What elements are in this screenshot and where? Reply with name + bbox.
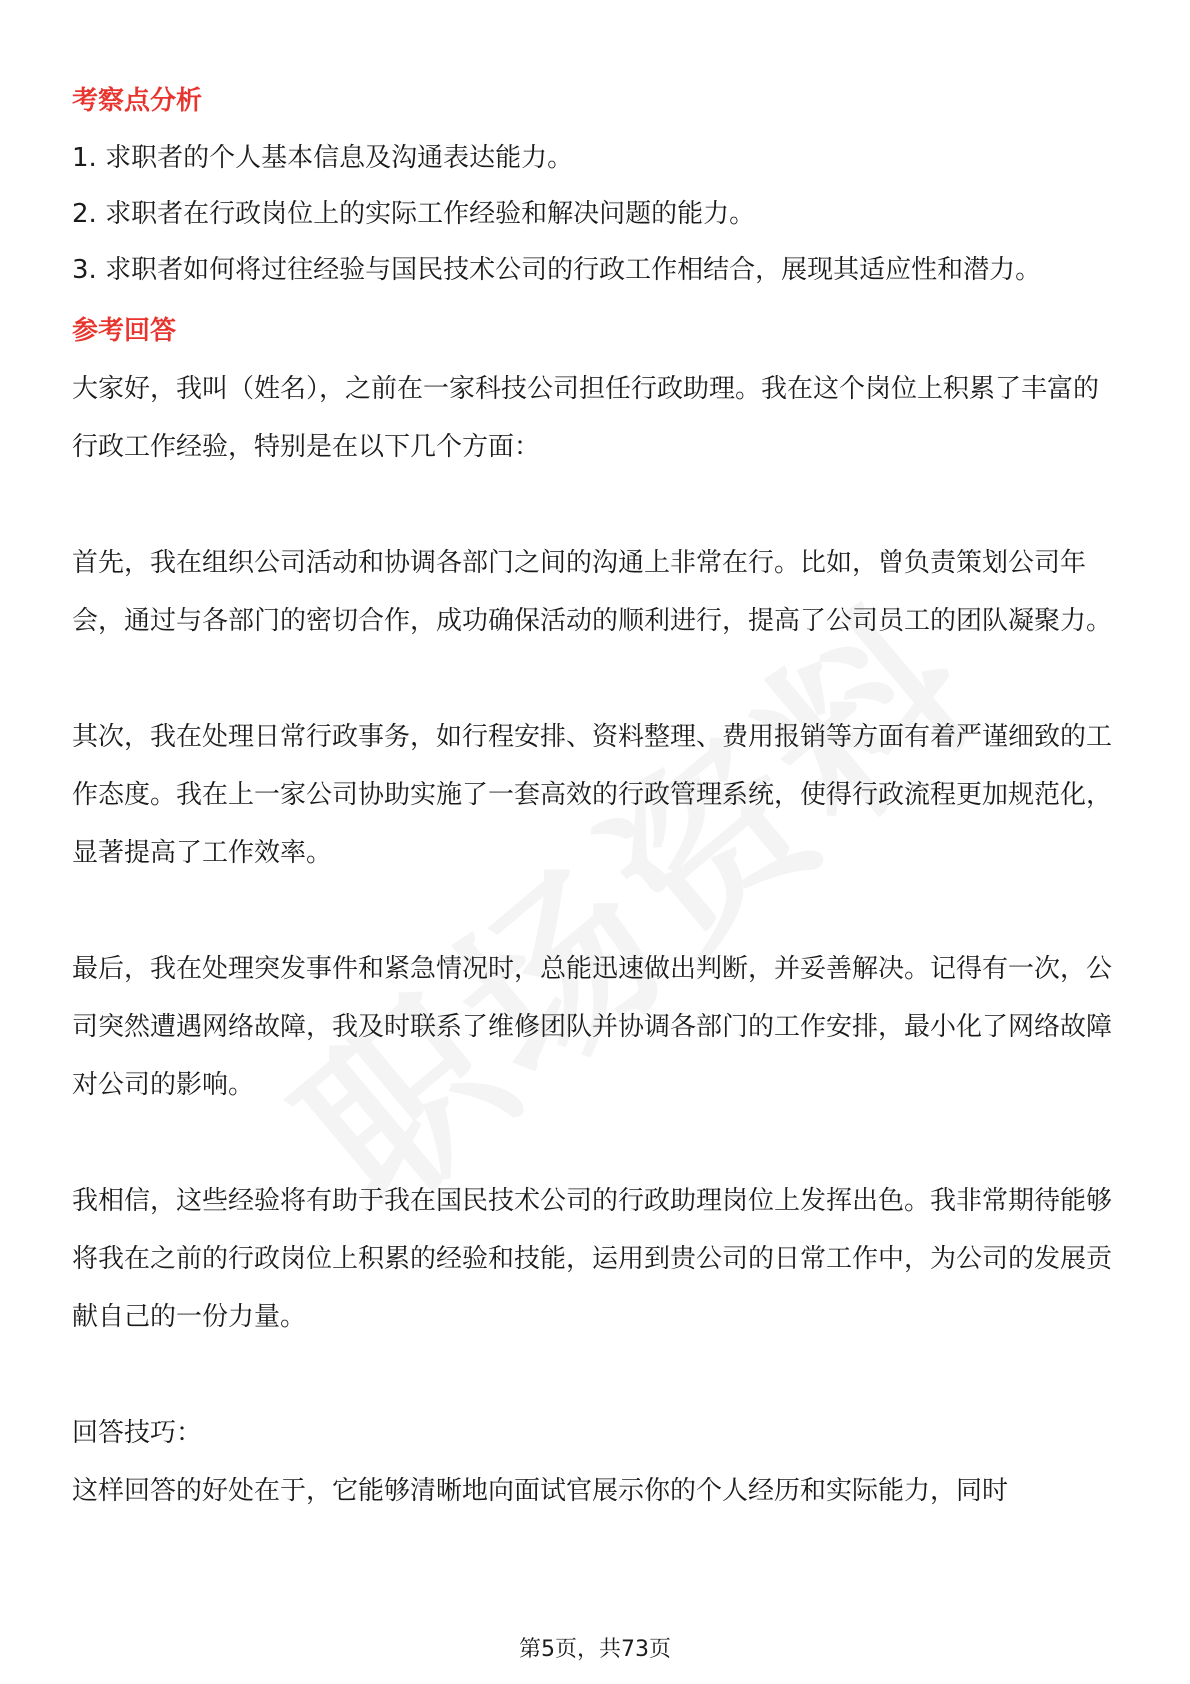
answer-heading: 参考回答 (72, 316, 177, 346)
tips-heading: 回答技巧： (72, 1418, 203, 1448)
answer-paragraph-second: 其次，我在处理日常行政事务，如行程安排、资料整理、费用报销等方面有着严谨细致的工作态度。我在上一家公司协助实施了一套高效的行政管理系统，使得行政流程更加规范化，显著提高了工作效率。 (72, 722, 1113, 868)
analysis-heading: 考察点分析 (72, 86, 203, 116)
answer-paragraph-intro: 大家好，我叫（姓名），之前在一家科技公司担任行政助理。我在这个岗位上积累了丰富的行政工作经验，特别是在以下几个方面： (72, 374, 1100, 462)
paragraph-gap (72, 476, 1122, 534)
page-content (72, 72, 1122, 1520)
answer-paragraph-last: 最后，我在处理突发事件和紧急情况时，总能迅速做出判断，并妥善解决。记得有一次，公司突然遭遇网络故障，我及时联系了维修团队并协调各部门的工作安排，最小化了网络故障对公司的影响。 (72, 954, 1113, 1100)
analysis-item-2: 2. 求职者在行政岗位上的实际工作经验和解决问题的能力。 (72, 199, 756, 229)
page-number: 第5页，共73页 (519, 1637, 671, 1662)
paragraph-gap (72, 882, 1122, 940)
paragraph-gap (72, 1346, 1122, 1404)
tips-paragraph: 这样回答的好处在于，它能够清晰地向面试官展示你的个人经历和实际能力，同时 (72, 1476, 1009, 1506)
answer-paragraph-closing: 我相信，这些经验将有助于我在国民技术公司的行政助理岗位上发挥出色。我非常期待能够将我在之前的行政岗位上积累的经验和技能，运用到贵公司的日常工作中，为公司的发展贡献自己的一份力量。 (72, 1186, 1113, 1332)
analysis-item-3: 3. 求职者如何将过往经验与国民技术公司的行政工作相结合，展现其适应性和潜力。 (72, 255, 1042, 285)
paragraph-gap (72, 650, 1122, 708)
answer-paragraph-first: 首先，我在组织公司活动和协调各部门之间的沟通上非常在行。比如，曾负责策划公司年会，通过与各部门的密切合作，成功确保活动的顺利进行，提高了公司员工的团队凝聚力。 (72, 548, 1113, 636)
analysis-item-1: 1. 求职者的个人基本信息及沟通表达能力。 (72, 143, 574, 173)
paragraph-gap (72, 1114, 1122, 1172)
